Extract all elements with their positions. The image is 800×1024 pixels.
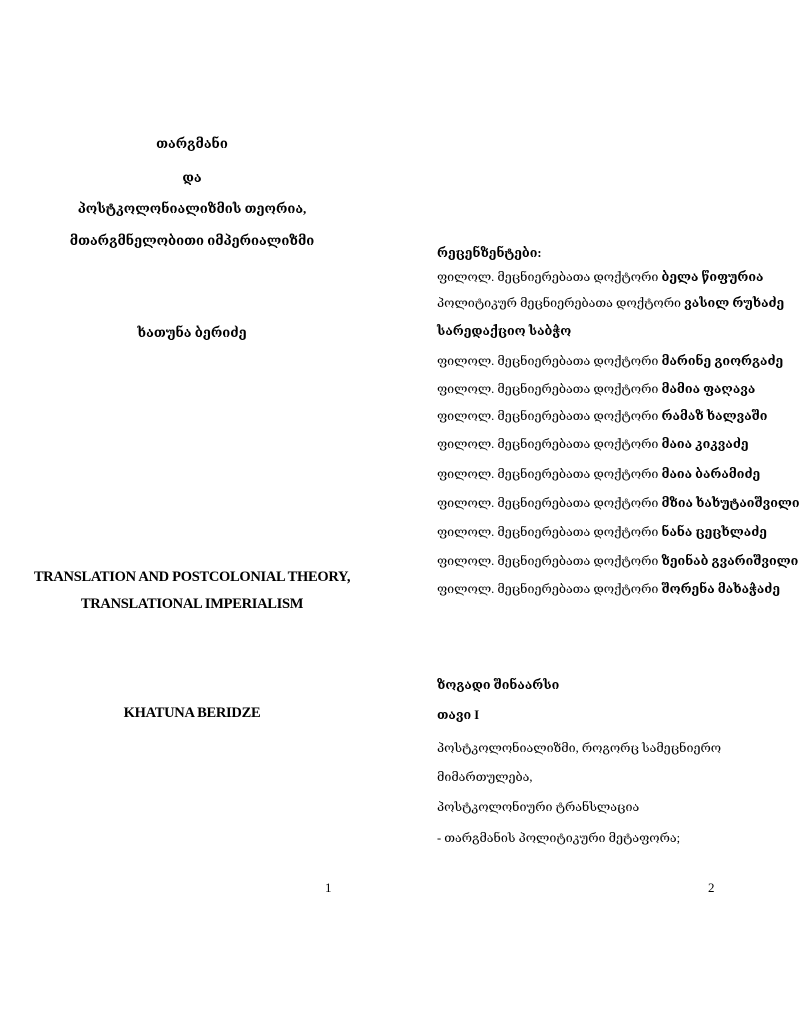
title-ge-line-3: პოსტკოლონიალიზმის თეორია, [77, 201, 307, 216]
reviewer-line [437, 524, 767, 540]
page-number-right: 2 [708, 880, 715, 895]
title-en-line-1: TRANSLATION AND POSTCOLONIAL THEORY, [33, 569, 351, 585]
reviewer-name: მაია ბარამიძე [661, 467, 761, 481]
reviewer-name: მზია ხახუტაიშვილი [661, 496, 800, 510]
reviewer-name: მარინე გიორგაძე [661, 354, 784, 368]
reviewer-title: ფილოლ. მეცნიერებათა დოქტორი [437, 496, 662, 510]
title-en-line-2: TRANSLATIONAL IMPERIALISM [80, 596, 304, 612]
reviewer-title: ფილოლ. მეცნიერებათა დოქტორი [437, 409, 662, 423]
title-ge-line-2: და [182, 170, 202, 185]
reviewer-name: ნანა ცეცხლაძე [661, 525, 767, 539]
reviewer-line [437, 436, 749, 452]
reviewer-title: ფილოლ. მეცნიერებათა დოქტორი [437, 382, 662, 396]
reviewer-title: პოლიტიკურ მეცნიერებათა დოქტორი [437, 296, 685, 310]
author-en: KHATUNA BERIDZE [123, 705, 261, 721]
contents-line: - თარგმანის პოლიტიკური მეტაფორა; [437, 831, 681, 845]
reviewer-name: ზეინაბ გვარიშვილი [661, 554, 799, 568]
contents-line: პოსტკოლონიური ტრანსლაცია [437, 800, 640, 814]
contents-line: მიმართულება, [437, 770, 533, 784]
contents-heading: ზოგადი შინაარსი [437, 678, 560, 692]
reviewer-title: ფილოლ. მეცნიერებათა დოქტორი [437, 354, 662, 368]
reviewer-title: ფილოლ. მეცნიერებათა დოქტორი [437, 437, 662, 451]
reviewer-line [437, 581, 780, 597]
reviewer-title: ფილოლ. მეცნიერებათა დოქტორი [437, 525, 662, 539]
reviewer-line [437, 553, 798, 569]
reviewer-line [437, 295, 784, 311]
reviewer-line [437, 323, 571, 339]
reviewer-name: სარედაქციო საბჭო [437, 324, 572, 338]
reviewer-title: ფილოლ. მეცნიერებათა დოქტორი [437, 270, 662, 284]
reviewer-name: შორენა მახაჭაძე [661, 582, 781, 596]
reviewer-name: რამაზ ხალვაში [661, 409, 768, 423]
reviewer-line [437, 408, 767, 424]
contents-line: პოსტკოლონიალიზმი, როგორც სამეცნიერო [437, 741, 722, 755]
reviewer-name: მაია კიკვაძე [661, 437, 749, 451]
page-number-left: 1 [325, 880, 332, 895]
reviewer-title: ფილოლ. მეცნიერებათა დოქტორი [437, 582, 662, 596]
author-ge: ხათუნა ბერიძე [137, 325, 247, 340]
title-ge-line-1: თარგმანი [156, 136, 228, 151]
title-ge-line-4: მთარგმნელობითი იმპერიალიზმი [69, 233, 315, 248]
reviewer-title: ფილოლ. მეცნიერებათა დოქტორი [437, 554, 662, 568]
reviewer-name: ბელა წიფურია [661, 270, 764, 284]
reviewer-name: მამია ფაღავა [661, 382, 756, 396]
reviewer-line [437, 495, 800, 511]
reviewer-name: ვასილ რუხაძე [684, 296, 785, 310]
chapter-label: თავი I [437, 708, 480, 722]
reviewer-title: ფილოლ. მეცნიერებათა დოქტორი [437, 467, 662, 481]
reviewer-line [437, 381, 755, 397]
reviewer-line [437, 353, 783, 369]
reviewer-line [437, 269, 763, 285]
reviewer-line [437, 466, 760, 482]
reviewers-heading: რეცენზენტები: [437, 246, 542, 260]
